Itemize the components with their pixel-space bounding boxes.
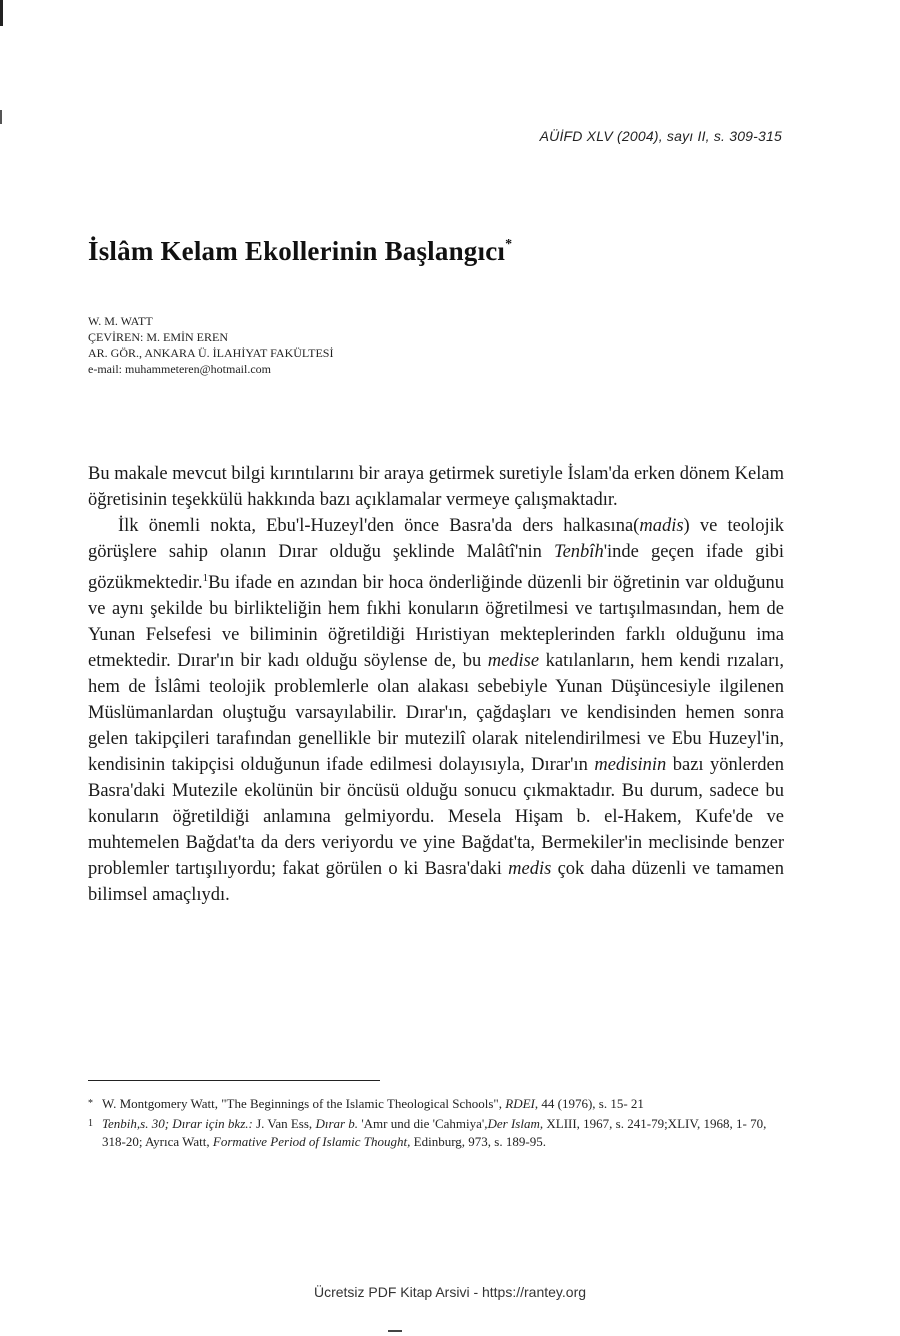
scan-edge-mark bbox=[0, 110, 2, 124]
footnote-star bbox=[88, 1095, 788, 1113]
title-footnote-mark: * bbox=[505, 237, 513, 252]
scan-edge-mark bbox=[0, 0, 3, 26]
article-title-text: İslâm Kelam Ekollerinin Başlangıcı bbox=[88, 236, 506, 266]
site-footer-link[interactable]: Ücretsiz PDF Kitap Arsivi - https://rantey.org bbox=[313, 1284, 587, 1300]
italic-term: Dırar b. bbox=[315, 1116, 359, 1131]
italic-term: Der Islam, bbox=[487, 1116, 544, 1131]
author-block bbox=[88, 313, 333, 377]
text-run: W. Montgomery Watt, "The Beginnings of the Islamic Theological Schools", bbox=[102, 1096, 506, 1111]
text-run: 'Amr und die 'Cahmiya', bbox=[358, 1116, 488, 1131]
paragraph-2 bbox=[88, 513, 784, 908]
translator-name: ÇEVİREN: M. EMİN EREN bbox=[88, 330, 228, 344]
italic-term: RDEI bbox=[505, 1096, 535, 1111]
footnote-mark: 1 bbox=[88, 1118, 93, 1129]
italic-term: medise bbox=[487, 651, 540, 672]
article-title bbox=[88, 236, 512, 267]
italic-term: madis bbox=[639, 516, 684, 536]
footnote-mark: * bbox=[88, 1098, 93, 1109]
footnotes bbox=[88, 1095, 788, 1153]
text-run: Edinburg, 973, s. 189-95. bbox=[410, 1134, 546, 1149]
italic-term: Tenbih,s. 30; Dırar için bkz.: bbox=[102, 1116, 253, 1131]
translator-email: e-mail: muhammeteren@hotmail.com bbox=[88, 362, 271, 376]
footnote-ref: 1 bbox=[202, 572, 209, 584]
footnote-divider bbox=[88, 1080, 380, 1081]
text-run: bazı yönlerden Basra'daki Mutezile ekolünün bir öncüsü olduğu sonucu çıkmaktadır. Bu durum, sadece bu konuların öğretildiği anlamına gelmiyordu. Mesela Hişam b. el-Hakem, Kufe'de ve muhtemelen Bağdat'ta da ders veriyordu ve yine Bağdat'ta, Bermekiler'in meclisinde benzer problemler tartışılıyordu; fakat görülen o ki Basra'daki bbox=[88, 755, 784, 880]
italic-term: Tenbîh bbox=[554, 542, 604, 562]
footnote-1 bbox=[88, 1115, 788, 1151]
text-run: İlk önemli nokta, Ebu'l-Huzeyl'den önce Basra'da ders halkasına( bbox=[118, 516, 640, 536]
author-name: W. M. WATT bbox=[88, 314, 153, 328]
text-run: J. Van Ess, bbox=[252, 1116, 316, 1131]
text-run: çok daha düzenli ve tamamen bilimsel amaçlıydı. bbox=[88, 859, 784, 906]
text-run: 'inde geçen ifade gibi gözükmektedir. bbox=[88, 542, 784, 594]
journal-reference: AÜİFD XLV (2004), sayı II, s. 309-315 bbox=[539, 128, 782, 144]
text-run: , 44 (1976), s. 15- 21 bbox=[534, 1096, 644, 1111]
text-run: Bu ifade en azından bir hoca önderliğinde düzenli bir öğretinin var olduğunu ve aynı şekilde bu birlikteliğin hem fıkhi konuların öğretilmesi ve tartışılmasından, hem de Yunan Felsefesi ve biliminin öğretildiği Hıristiyan mekteplerinden farklı olduğunu ima etmektedir. Dırar'ın bir kadı olduğu söylense de, bu bbox=[88, 573, 784, 672]
italic-term: Formative Period of Islamic Thought, bbox=[212, 1134, 411, 1149]
italic-term: medis bbox=[508, 859, 552, 880]
article-body bbox=[88, 461, 784, 908]
paragraph-1: Bu makale mevcut bilgi kırıntılarını bir araya getirmek suretiyle İslam'da erken dönem Kelam öğretisinin teşekkülü hakkında bazı açıklamalar vermeye çalışmaktadır. bbox=[88, 464, 784, 510]
scan-edge-mark bbox=[388, 1330, 402, 1332]
italic-term: medisinin bbox=[594, 755, 667, 776]
text-run: katılanların, hem kendi rızaları, hem de İslâmi teolojik problemlerle olan alakası sebebiyle Yunan Düşüncesiyle ilgilenen Müslümanlardan oluştuğu varsayılabilir. Dırar'ın, çağdaşları ve kendisinden hemen sonra gelen takipçileri tarafından genellikle bir mutezilî olarak nitelendirilmesi ve Ebu Huzeyl'in, kendisinin takipçisi olduğunun ifade edilmesi dolayısıyla, Dırar'ın bbox=[88, 651, 784, 776]
text-run: ) ve teolojik görüşlere sahip olanın Dırar olduğu şeklinde Malâtî'nin bbox=[88, 516, 784, 562]
text-run: XLIII, 1967, s. 241-79;XLIV, 1968, 1- 70, 318-20; Ayrıca Watt, bbox=[102, 1116, 767, 1149]
translator-affiliation: AR. GÖR., ANKARA Ü. İLAHİYAT FAKÜLTESİ bbox=[88, 346, 334, 360]
